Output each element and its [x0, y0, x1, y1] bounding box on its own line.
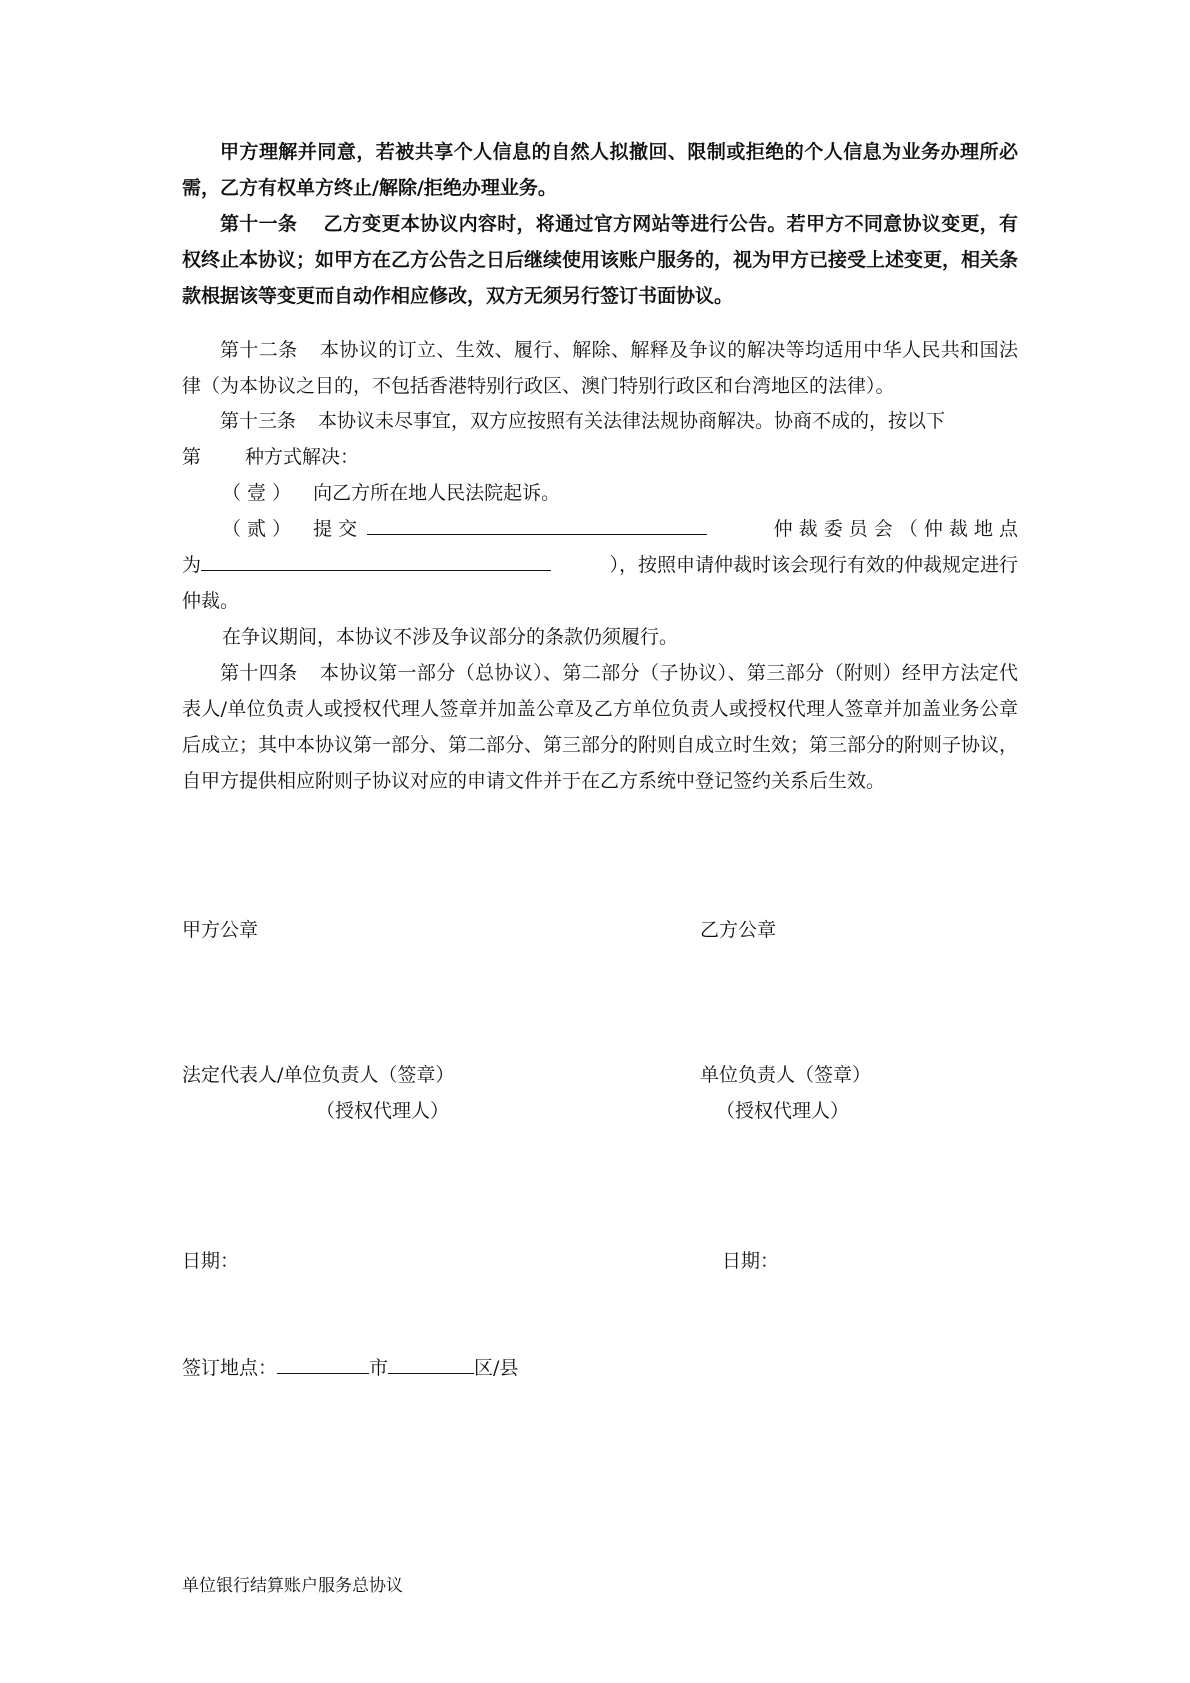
article-14-paragraph	[182, 655, 1018, 799]
article-12-paragraph	[182, 332, 1018, 404]
district-blank[interactable]	[388, 1353, 474, 1374]
dispute-period-line	[222, 619, 678, 655]
clause-consent-paragraph	[182, 134, 1018, 206]
article-14-text: 本协议第一部分（总协议）、第二部分（子协议）、第三部分（附则）经甲方法定代表人/单位负责人或授权代理人签章并加盖公章及乙方单位负责人或授权代理人签章并加盖业务公章后成立；其中本协议第一部分、第二部分、第三部分的附则自成立时生效；第三部分的附则子协议，自甲方提供相应附则子协议对应的申请文件并于在乙方系统中登记签约关系后生效。	[182, 662, 1019, 792]
party-b-seal-label: 乙方公章	[700, 919, 777, 941]
arbitration-place-blank[interactable]	[201, 550, 551, 571]
option-1-text: 向乙方所在地人民法院起诉。	[313, 482, 561, 504]
article-11-text: 乙方变更本协议内容时，将通过官方网站等进行公告。若甲方不同意协议变更，有权终止本协议；如甲方在乙方公告之日后继续使用该账户服务的，视为甲方已接受上述变更，相关条款根据该等变更而自动作相应修改，双方无须另行签订书面协议。	[182, 213, 1019, 307]
district-label: 区/县	[474, 1357, 519, 1379]
article-11-paragraph	[182, 206, 1018, 314]
party-a-representative-label: 法定代表人/单位负责人（签章）	[182, 1064, 455, 1086]
party-a-agent-label: （授权代理人）	[316, 1100, 450, 1122]
option-2-for: 为	[182, 554, 202, 576]
clause-consent-text: 甲方理解并同意，若被共享个人信息的自然人拟撤回、限制或拒绝的个人信息为业务办理所必需，乙方有权单方终止/解除/拒绝办理业务。	[182, 141, 1018, 199]
article-11-number: 第十一条	[220, 213, 298, 235]
option-2-submit: 提 交	[313, 518, 358, 540]
party-b-agent-label: （授权代理人）	[716, 1100, 850, 1122]
option-2-place-line	[182, 547, 1018, 583]
city-label: 市	[369, 1357, 389, 1379]
article-13-paragraph	[182, 403, 1018, 439]
article-12-text: 本协议的订立、生效、履行、解除、解释及争议的解决等均适用中华人民共和国法律（为本协议之目的，不包括香港特别行政区、澳门特别行政区和台湾地区的法律）。	[182, 339, 1018, 397]
party-a-date-label: 日期：	[182, 1250, 240, 1272]
option-2-label: （ 贰 ）	[222, 518, 292, 540]
option-2-line	[222, 511, 1018, 547]
option-1-label: （ 壹 ）	[222, 482, 292, 504]
article-12-number: 第十二条	[220, 339, 298, 361]
signing-place-line	[182, 1350, 518, 1386]
option-2-committee: 仲 裁 委 员 会 （ 仲 裁 地 点	[773, 518, 1018, 540]
article-13-number: 第十三条	[220, 410, 297, 432]
signing-place-label: 签订地点：	[182, 1357, 278, 1379]
option-1-line	[222, 475, 560, 511]
city-blank[interactable]	[277, 1353, 369, 1374]
option-2-last-line	[182, 583, 239, 619]
article-13-text: 本协议未尽事宜，双方应按照有关法律法规协商解决。协商不成的，按以下	[318, 410, 946, 432]
method-suffix: 种方式解决：	[245, 446, 360, 468]
footer-title: 单位银行结算账户服务总协议	[182, 1576, 403, 1596]
party-b-representative-label: 单位负责人（签章）	[700, 1064, 872, 1086]
article-13-method-line	[182, 439, 359, 475]
arbitration-committee-blank[interactable]	[367, 514, 707, 535]
party-b-date-label: 日期：	[722, 1250, 780, 1272]
option-2-last: 仲裁。	[182, 590, 240, 612]
method-prefix: 第	[182, 446, 202, 468]
option-2-end: ），按照申请仲裁时该会现行有效的仲裁规定进行	[609, 554, 1018, 576]
party-a-seal-label: 甲方公章	[182, 919, 259, 941]
dispute-period-text: 在争议期间，本协议不涉及争议部分的条款仍须履行。	[222, 626, 679, 648]
article-14-number: 第十四条	[220, 662, 298, 684]
